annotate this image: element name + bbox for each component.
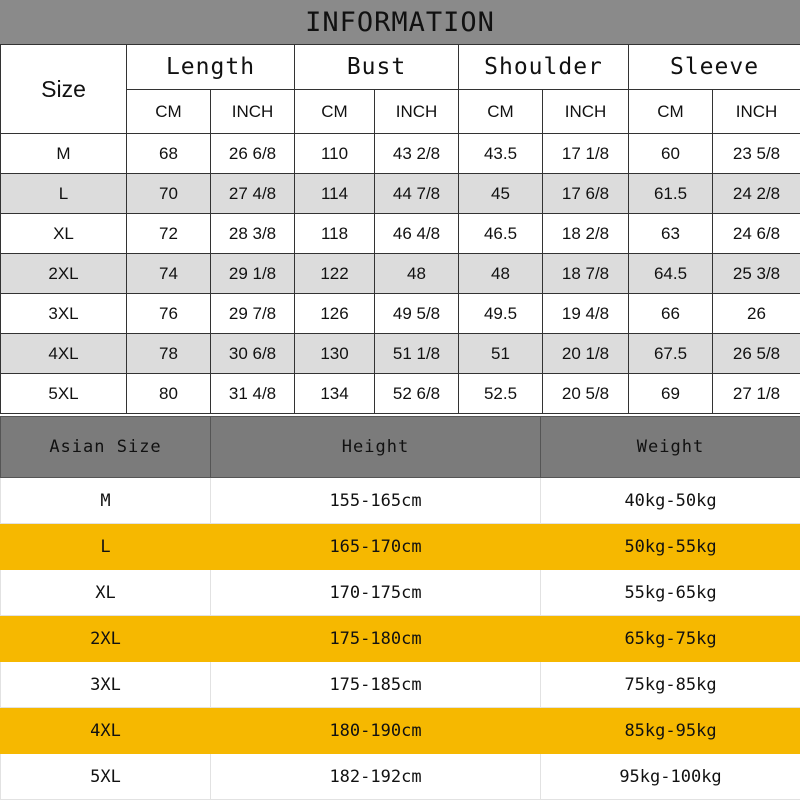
measurement-table bbox=[0, 44, 800, 414]
value-cell: 23 5/8 bbox=[713, 134, 800, 174]
fit-header-row bbox=[1, 417, 800, 478]
size-cell: 4XL bbox=[1, 334, 127, 374]
height-cell: 155-165cm bbox=[211, 478, 541, 524]
table-row bbox=[1, 524, 800, 570]
height-cell: 170-175cm bbox=[211, 570, 541, 616]
size-cell: M bbox=[1, 134, 127, 174]
value-cell: 49 5/8 bbox=[375, 294, 459, 334]
measurement-header-row bbox=[1, 45, 800, 90]
unit-header-inch: INCH bbox=[543, 90, 629, 134]
value-cell: 110 bbox=[295, 134, 375, 174]
table-row bbox=[1, 662, 800, 708]
size-cell: L bbox=[1, 174, 127, 214]
length-header: Length bbox=[127, 45, 295, 90]
size-cell: 5XL bbox=[1, 374, 127, 414]
unit-header-cm: CM bbox=[127, 90, 211, 134]
value-cell: 43 2/8 bbox=[375, 134, 459, 174]
value-cell: 48 bbox=[375, 254, 459, 294]
weight-cell: 65kg-75kg bbox=[541, 616, 800, 662]
weight-cell: 95kg-100kg bbox=[541, 754, 800, 800]
size-cell: 5XL bbox=[1, 754, 211, 800]
value-cell: 67.5 bbox=[629, 334, 713, 374]
fit-guide-table bbox=[0, 416, 800, 800]
value-cell: 28 3/8 bbox=[211, 214, 295, 254]
value-cell: 69 bbox=[629, 374, 713, 414]
table-row bbox=[1, 478, 800, 524]
value-cell: 114 bbox=[295, 174, 375, 214]
value-cell: 66 bbox=[629, 294, 713, 334]
size-cell: XL bbox=[1, 570, 211, 616]
size-cell: 4XL bbox=[1, 708, 211, 754]
value-cell: 68 bbox=[127, 134, 211, 174]
table-row bbox=[1, 134, 800, 174]
value-cell: 29 7/8 bbox=[211, 294, 295, 334]
weight-cell: 40kg-50kg bbox=[541, 478, 800, 524]
shoulder-header: Shoulder bbox=[459, 45, 629, 90]
value-cell: 60 bbox=[629, 134, 713, 174]
value-cell: 31 4/8 bbox=[211, 374, 295, 414]
value-cell: 76 bbox=[127, 294, 211, 334]
value-cell: 70 bbox=[127, 174, 211, 214]
height-cell: 182-192cm bbox=[211, 754, 541, 800]
size-cell: 3XL bbox=[1, 662, 211, 708]
sleeve-header: Sleeve bbox=[629, 45, 800, 90]
value-cell: 20 5/8 bbox=[543, 374, 629, 414]
value-cell: 51 bbox=[459, 334, 543, 374]
weight-cell: 55kg-65kg bbox=[541, 570, 800, 616]
value-cell: 27 4/8 bbox=[211, 174, 295, 214]
table-row bbox=[1, 374, 800, 414]
value-cell: 130 bbox=[295, 334, 375, 374]
size-cell: 2XL bbox=[1, 616, 211, 662]
value-cell: 18 7/8 bbox=[543, 254, 629, 294]
size-column-header: Size bbox=[1, 45, 127, 134]
value-cell: 27 1/8 bbox=[713, 374, 800, 414]
unit-header-cm: CM bbox=[629, 90, 713, 134]
value-cell: 44 7/8 bbox=[375, 174, 459, 214]
table-row bbox=[1, 214, 800, 254]
table-row bbox=[1, 570, 800, 616]
height-header: Height bbox=[211, 417, 541, 478]
table-row bbox=[1, 294, 800, 334]
size-cell: M bbox=[1, 478, 211, 524]
value-cell: 118 bbox=[295, 214, 375, 254]
height-cell: 175-185cm bbox=[211, 662, 541, 708]
value-cell: 49.5 bbox=[459, 294, 543, 334]
value-cell: 61.5 bbox=[629, 174, 713, 214]
value-cell: 24 6/8 bbox=[713, 214, 800, 254]
weight-cell: 75kg-85kg bbox=[541, 662, 800, 708]
unit-header-cm: CM bbox=[295, 90, 375, 134]
value-cell: 126 bbox=[295, 294, 375, 334]
value-cell: 26 bbox=[713, 294, 800, 334]
height-cell: 180-190cm bbox=[211, 708, 541, 754]
value-cell: 18 2/8 bbox=[543, 214, 629, 254]
table-row bbox=[1, 174, 800, 214]
size-cell: 3XL bbox=[1, 294, 127, 334]
weight-header: Weight bbox=[541, 417, 800, 478]
table-row bbox=[1, 754, 800, 800]
value-cell: 78 bbox=[127, 334, 211, 374]
value-cell: 80 bbox=[127, 374, 211, 414]
value-cell: 26 5/8 bbox=[713, 334, 800, 374]
value-cell: 48 bbox=[459, 254, 543, 294]
size-cell: XL bbox=[1, 214, 127, 254]
weight-cell: 50kg-55kg bbox=[541, 524, 800, 570]
table-row bbox=[1, 254, 800, 294]
value-cell: 29 1/8 bbox=[211, 254, 295, 294]
unit-header-inch: INCH bbox=[375, 90, 459, 134]
weight-cell: 85kg-95kg bbox=[541, 708, 800, 754]
value-cell: 45 bbox=[459, 174, 543, 214]
unit-header-cm: CM bbox=[459, 90, 543, 134]
value-cell: 24 2/8 bbox=[713, 174, 800, 214]
value-cell: 46.5 bbox=[459, 214, 543, 254]
value-cell: 63 bbox=[629, 214, 713, 254]
table-row bbox=[1, 334, 800, 374]
value-cell: 20 1/8 bbox=[543, 334, 629, 374]
size-cell: 2XL bbox=[1, 254, 127, 294]
value-cell: 52.5 bbox=[459, 374, 543, 414]
table-row bbox=[1, 616, 800, 662]
height-cell: 165-170cm bbox=[211, 524, 541, 570]
value-cell: 26 6/8 bbox=[211, 134, 295, 174]
size-cell: L bbox=[1, 524, 211, 570]
value-cell: 25 3/8 bbox=[713, 254, 800, 294]
value-cell: 46 4/8 bbox=[375, 214, 459, 254]
bust-header: Bust bbox=[295, 45, 459, 90]
value-cell: 72 bbox=[127, 214, 211, 254]
value-cell: 74 bbox=[127, 254, 211, 294]
asian-size-header: Asian Size bbox=[1, 417, 211, 478]
value-cell: 122 bbox=[295, 254, 375, 294]
value-cell: 43.5 bbox=[459, 134, 543, 174]
table-row bbox=[1, 708, 800, 754]
unit-header-inch: INCH bbox=[713, 90, 800, 134]
value-cell: 17 1/8 bbox=[543, 134, 629, 174]
value-cell: 52 6/8 bbox=[375, 374, 459, 414]
value-cell: 64.5 bbox=[629, 254, 713, 294]
unit-header-inch: INCH bbox=[211, 90, 295, 134]
value-cell: 134 bbox=[295, 374, 375, 414]
value-cell: 19 4/8 bbox=[543, 294, 629, 334]
page-title: INFORMATION bbox=[0, 0, 800, 45]
value-cell: 30 6/8 bbox=[211, 334, 295, 374]
height-cell: 175-180cm bbox=[211, 616, 541, 662]
value-cell: 17 6/8 bbox=[543, 174, 629, 214]
value-cell: 51 1/8 bbox=[375, 334, 459, 374]
